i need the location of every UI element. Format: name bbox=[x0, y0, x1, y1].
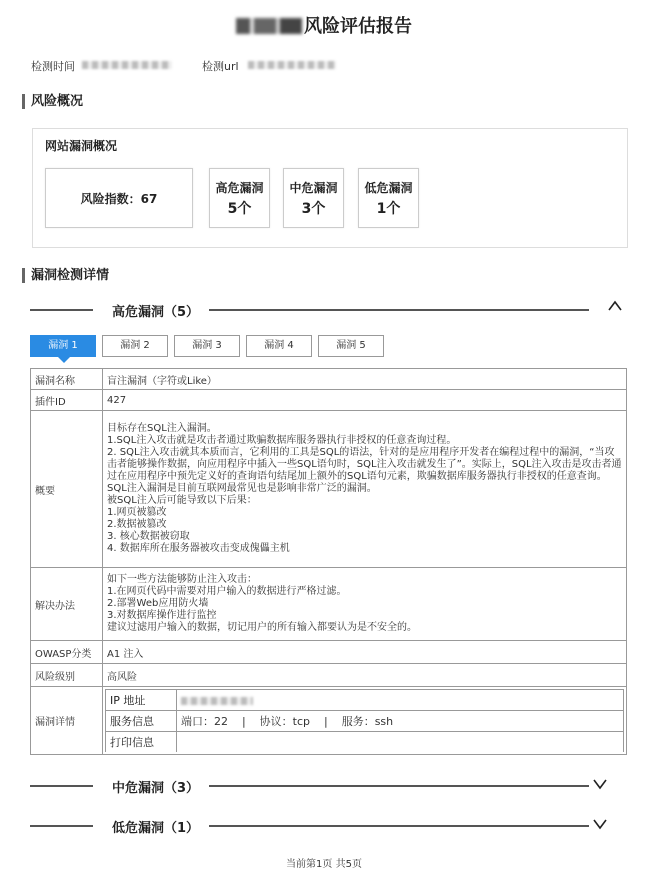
print-info-value bbox=[177, 732, 624, 753]
table-row bbox=[106, 732, 624, 753]
plugin-id-label: 插件ID bbox=[31, 390, 103, 411]
table-row bbox=[31, 568, 627, 641]
owasp-label: OWASP分类 bbox=[31, 641, 103, 664]
ip-address-label: IP 地址 bbox=[106, 690, 177, 711]
vuln-name-value: 盲注漏洞（字符或Like） bbox=[103, 369, 627, 390]
table-row bbox=[106, 711, 624, 732]
chevron-up-icon[interactable] bbox=[607, 298, 623, 318]
service-info-value: 端口：22 | 协议：tcp | 服务：ssh bbox=[177, 711, 624, 732]
low-severity-title[interactable]: 低危漏洞（1） bbox=[112, 821, 200, 836]
service-info-label: 服务信息 bbox=[106, 711, 177, 732]
risk-index-text: 风险指数：67 bbox=[80, 191, 158, 206]
divider-line bbox=[30, 825, 93, 827]
tab-vuln-4[interactable]: 漏洞 4 bbox=[246, 335, 312, 357]
report-title: 风险评估报告 bbox=[0, 12, 648, 38]
risk-index-card bbox=[45, 168, 193, 228]
section-details-heading: 漏洞检测详情 bbox=[22, 268, 109, 283]
vuln-name-label: 漏洞名称 bbox=[31, 369, 103, 390]
tab-vuln-1[interactable]: 漏洞 1 bbox=[30, 335, 96, 357]
high-severity-title[interactable]: 高危漏洞（5） bbox=[112, 305, 200, 320]
risk-level-label: 风险级别 bbox=[31, 664, 103, 687]
low-risk-card bbox=[358, 168, 419, 228]
risk-level-value: 高风险 bbox=[103, 664, 627, 687]
solution-label: 解决办法 bbox=[31, 568, 103, 641]
divider-line bbox=[209, 825, 589, 827]
redacted-check-time bbox=[82, 58, 172, 71]
table-row bbox=[31, 390, 627, 411]
redacted-ip-address bbox=[177, 690, 624, 711]
owasp-value: A1 注入 bbox=[103, 641, 627, 664]
vuln-detail-table bbox=[30, 368, 627, 755]
solution-line: 3.对数据库操作进行监控 bbox=[107, 610, 217, 621]
divider-line bbox=[30, 309, 93, 311]
high-risk-label: 高危漏洞 bbox=[215, 180, 264, 195]
check-time-label: 检测时间 bbox=[31, 60, 75, 73]
low-risk-label: 低危漏洞 bbox=[364, 180, 413, 195]
high-risk-card bbox=[209, 168, 270, 228]
table-row bbox=[31, 369, 627, 390]
vuln-detail-value bbox=[103, 687, 627, 755]
divider-line bbox=[209, 309, 589, 311]
divider-line bbox=[30, 785, 93, 787]
low-risk-count: 1个 bbox=[376, 200, 401, 217]
summary-label: 概要 bbox=[31, 411, 103, 568]
check-url-label: 检测url bbox=[202, 60, 239, 73]
tab-vuln-3[interactable]: 漏洞 3 bbox=[174, 335, 240, 357]
summary-value bbox=[103, 411, 627, 568]
table-row bbox=[31, 411, 627, 568]
vuln-detail-subtable bbox=[105, 689, 624, 752]
tab-vuln-2[interactable]: 漏洞 2 bbox=[102, 335, 168, 357]
chevron-down-icon[interactable] bbox=[592, 816, 608, 836]
print-info-label: 打印信息 bbox=[106, 732, 177, 753]
solution-line: 1.在网页代码中需要对用户输入的数据进行严格过滤。 bbox=[107, 586, 347, 597]
mid-risk-label: 中危漏洞 bbox=[289, 180, 338, 195]
summary-line: 目标存在SQL注入漏洞。 bbox=[107, 423, 217, 434]
mid-risk-count: 3个 bbox=[301, 200, 326, 217]
divider-line bbox=[209, 785, 589, 787]
summary-line: 4. 数据库所在服务器被攻击变成傀儡主机 bbox=[107, 543, 290, 554]
table-row bbox=[31, 687, 627, 755]
overview-title: 网站漏洞概况 bbox=[45, 139, 118, 153]
summary-line: 3. 核心数据被窃取 bbox=[107, 531, 190, 542]
tab-vuln-5[interactable]: 漏洞 5 bbox=[318, 335, 384, 357]
table-row bbox=[106, 690, 624, 711]
redacted-check-url bbox=[248, 58, 336, 71]
chevron-down-icon[interactable] bbox=[592, 776, 608, 796]
vuln-detail-label: 漏洞详情 bbox=[31, 687, 103, 755]
summary-line: 1.网页被篡改 bbox=[107, 507, 167, 518]
summary-line: 被SQL注入后可能导致以下后果： bbox=[107, 495, 257, 506]
summary-line: 1.SQL注入攻击就是攻击者通过欺骗数据库服务器执行非授权的任意查询过程。 bbox=[107, 435, 457, 446]
mid-severity-title[interactable]: 中危漏洞（3） bbox=[112, 781, 200, 796]
table-row bbox=[31, 664, 627, 687]
page-indicator: 当前第1页 共5页 bbox=[286, 859, 362, 870]
solution-line: 2.部署Web应用防火墙 bbox=[107, 598, 209, 609]
table-row bbox=[31, 641, 627, 664]
redacted-site-name bbox=[236, 18, 302, 34]
high-risk-count: 5个 bbox=[227, 200, 252, 217]
summary-line: 2. SQL注入攻击就其本质而言，它利用的工具是SQL的语法，针对的是应用程序开发者在编程过程中的漏洞，“当攻击者能够操作数据，向应用程序中插入一些SQL语句时，SQL注入攻击就发生了”。实际上，SQL注入攻击是攻击者通过在应用程序中预先定义好的查询语句结尾加上额外的SQL语句元素，欺骗数据库服务器执行非授权的任意查询。SQL注入漏洞是目前互联网最常见也是影响非常广泛的漏洞。 bbox=[107, 447, 622, 494]
solution-value bbox=[103, 568, 627, 641]
plugin-id-value: 427 bbox=[103, 390, 627, 411]
solution-line: 如下一些方法能够防止注入攻击： bbox=[107, 574, 257, 585]
summary-line: 2.数据被篡改 bbox=[107, 519, 167, 530]
solution-line: 建议过滤用户输入的数据，切记用户的所有输入都要认为是不安全的。 bbox=[107, 622, 417, 633]
mid-risk-card bbox=[283, 168, 344, 228]
section-overview-heading: 风险概况 bbox=[22, 94, 83, 109]
